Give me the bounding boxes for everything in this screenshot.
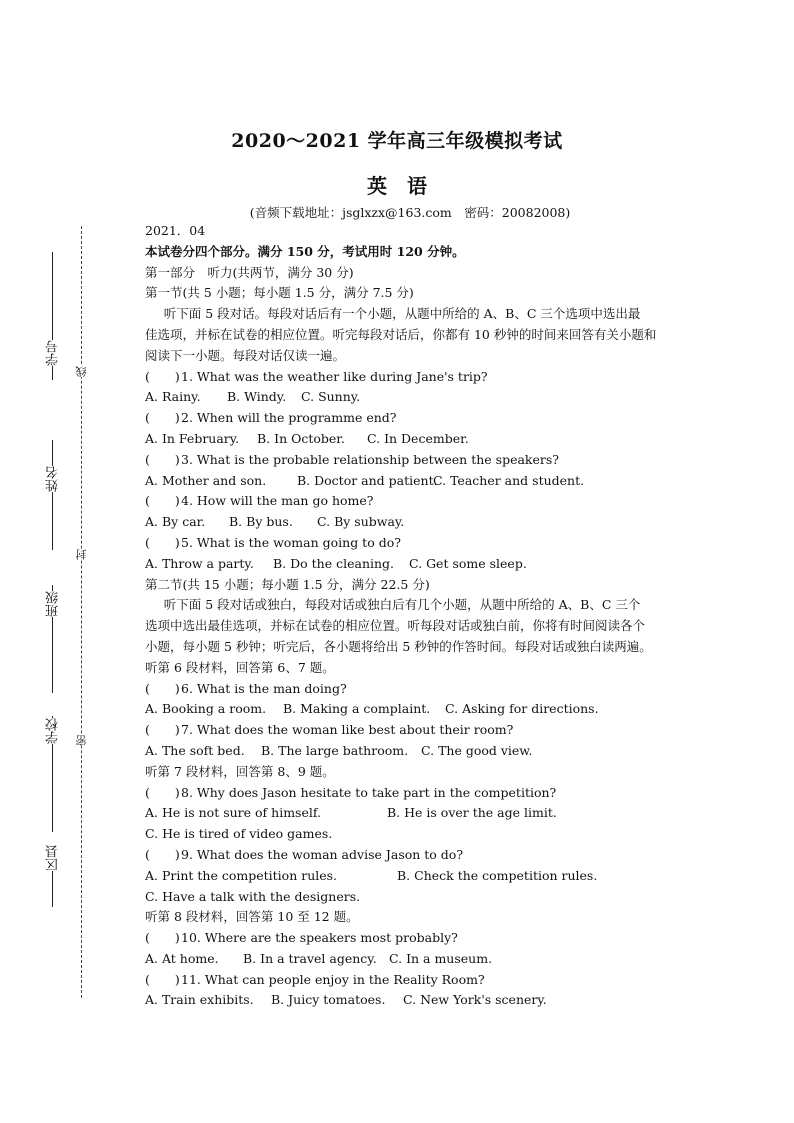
question-text: 10. Where are the speakers most probably?: [181, 930, 458, 946]
answer-blank[interactable]: ( ): [145, 493, 180, 509]
question-11: [145, 970, 685, 991]
section-one-instructions-line: 佳选项，并标在试卷的相应位置。听完每段对话后，你都有 10 秒钟的时间来回答有关小题和: [145, 326, 657, 342]
option-a[interactable]: A. Booking a room.: [145, 701, 267, 717]
option-c[interactable]: C. The good view.: [421, 742, 533, 758]
option-a[interactable]: A. Rainy.: [145, 389, 201, 405]
question-4: [145, 491, 685, 512]
cut-line: [81, 226, 82, 998]
student-id-field[interactable]: [44, 252, 62, 380]
option-c[interactable]: C. Sunny.: [301, 389, 361, 405]
question-text: 1. What was the weather like during Jane's trip?: [181, 368, 488, 384]
answer-blank[interactable]: ( ): [145, 368, 180, 384]
name-field[interactable]: [44, 440, 62, 550]
option-b[interactable]: B. Check the competition rules.: [397, 867, 598, 883]
material-6-heading: 听第 6 段材料，回答第 6、7 题。: [145, 659, 335, 675]
option-c[interactable]: C. In December.: [367, 430, 469, 446]
section-two-instructions-line: 小题，每小题 5 秒钟；听完后，各小题将给出 5 秒钟的作答时间。每段对话或独白读两遍。: [145, 638, 652, 654]
option-c[interactable]: C. He is tired of video games.: [145, 826, 333, 842]
answer-blank[interactable]: ( ): [145, 930, 180, 946]
answer-blank[interactable]: ( ): [145, 722, 180, 738]
exam-body: [145, 221, 685, 1011]
option-a[interactable]: A. He is not sure of himself.: [145, 805, 322, 821]
option-c[interactable]: C. By subway.: [317, 514, 405, 530]
question-8-options: [145, 803, 685, 824]
option-b[interactable]: B. In a travel agency.: [243, 950, 377, 966]
question-text: 7. What does the woman like best about their room?: [181, 722, 514, 738]
option-c[interactable]: C. Have a talk with the designers.: [145, 888, 361, 904]
answer-blank[interactable]: ( ): [145, 451, 180, 467]
answer-blank[interactable]: ( ): [145, 971, 180, 987]
option-a[interactable]: A. Mother and son.: [145, 472, 267, 488]
section-one-instructions-line: 阅读下一小题。每段对话仅读一遍。: [145, 347, 346, 363]
exam-date: 2021．04: [145, 223, 206, 238]
name-label: 姓名: [46, 466, 61, 492]
answer-blank[interactable]: ( ): [145, 784, 180, 800]
option-b[interactable]: B. Windy.: [227, 389, 287, 405]
material-7-heading: 听第 7 段材料，回答第 8、9 题。: [145, 763, 335, 779]
question-text: 5. What is the woman going to do?: [181, 534, 401, 550]
option-a[interactable]: A. Train exhibits.: [145, 992, 254, 1008]
option-a[interactable]: A. Print the competition rules.: [145, 867, 338, 883]
section-one-heading: 第一节(共 5 小题；每小题 1.5 分，满分 7.5 分): [145, 285, 414, 301]
class-field[interactable]: [44, 585, 62, 693]
question-3-options: [145, 471, 685, 492]
question-2-options: [145, 429, 685, 450]
option-a[interactable]: A. The soft bed.: [145, 742, 245, 758]
question-11-options: [145, 990, 685, 1011]
answer-blank[interactable]: ( ): [145, 534, 180, 550]
question-text: 3. What is the probable relationship between the speakers?: [181, 451, 559, 467]
question-10-options: [145, 949, 685, 970]
question-text: 2. When will the programme end?: [181, 410, 397, 426]
question-text: 4. How will the man go home?: [181, 493, 374, 509]
option-c[interactable]: C. Asking for directions.: [445, 701, 599, 717]
question-9-options: [145, 887, 685, 908]
option-c[interactable]: C. In a museum.: [389, 950, 493, 966]
part-one-heading: 第一部分 听力(共两节，满分 30 分): [145, 264, 354, 280]
question-3: [145, 450, 685, 471]
question-6: [145, 679, 685, 700]
cut-mark-mi: 密: [75, 735, 88, 746]
cut-mark-xian: 线: [75, 366, 88, 377]
name-blank[interactable]: [52, 440, 53, 550]
option-c[interactable]: C. Teacher and student.: [433, 472, 585, 488]
cut-mark-feng: 封: [75, 549, 88, 560]
option-b[interactable]: B. Doctor and patient.: [297, 472, 438, 488]
option-a[interactable]: A. Throw a party.: [145, 555, 254, 571]
school-label: 学校: [46, 718, 61, 744]
question-10: [145, 928, 685, 949]
question-7: [145, 720, 685, 741]
option-b[interactable]: B. In October.: [257, 430, 345, 446]
school-field[interactable]: [44, 716, 62, 832]
question-9-options: [145, 866, 685, 887]
question-2: [145, 408, 685, 429]
question-7-options: [145, 741, 685, 762]
answer-blank[interactable]: ( ): [145, 410, 180, 426]
section-one-instructions-line: 听下面 5 段对话。每段对话后有一个小题，从题中所给的 A、B、C 三个选项中选出最: [163, 306, 641, 322]
option-b[interactable]: B. He is over the age limit.: [387, 805, 557, 821]
option-c[interactable]: C. Get some sleep.: [409, 555, 527, 571]
question-text: 8. Why does Jason hesitate to take part in the competition?: [181, 784, 557, 800]
student-id-label: 学号: [46, 340, 61, 366]
option-b[interactable]: B. Making a complaint.: [283, 701, 431, 717]
option-b[interactable]: B. By bus.: [229, 514, 293, 530]
question-5: [145, 533, 685, 554]
question-8-options: [145, 824, 685, 845]
question-text: 11. What can people enjoy in the Reality Room?: [181, 971, 485, 987]
option-b[interactable]: B. Do the cleaning.: [273, 555, 395, 571]
answer-blank[interactable]: ( ): [145, 846, 180, 862]
audio-download-note: (音频下载地址：jsglxzx@163.com 密码：20082008): [249, 205, 571, 220]
question-9: [145, 845, 685, 866]
option-a[interactable]: A. In February.: [145, 430, 240, 446]
option-b[interactable]: B. The large bathroom.: [261, 742, 409, 758]
question-8: [145, 783, 685, 804]
exam-title: 2020～2021 学年高三年级模拟考试: [231, 130, 563, 152]
class-label: 班级: [46, 591, 61, 617]
district-label: 区县: [46, 845, 61, 871]
district-field[interactable]: [44, 845, 62, 907]
option-c[interactable]: C. New York's scenery.: [403, 992, 547, 1008]
question-5-options: [145, 554, 685, 575]
question-text: 6. What is the man doing?: [181, 680, 347, 696]
question-1-options: [145, 387, 685, 408]
question-text: 9. What does the woman advise Jason to do?: [181, 846, 464, 862]
section-two-heading: 第二节(共 15 小题；每小题 1.5 分，满分 22.5 分): [145, 576, 430, 592]
section-two-instructions-line: 选项中选出最佳选项，并标在试卷的相应位置。听每段对话或独白前，你将有时间阅读各个: [145, 618, 646, 634]
material-8-heading: 听第 8 段材料，回答第 10 至 12 题。: [145, 909, 359, 925]
option-a[interactable]: A. By car.: [145, 514, 206, 530]
section-two-instructions-line: 听下面 5 段对话或独白，每段对话或独白后有几个小题，从题中所给的 A、B、C 三个: [163, 597, 641, 613]
exam-intro: 本试卷分四个部分。满分 150 分，考试用时 120 分钟。: [145, 243, 465, 259]
answer-blank[interactable]: ( ): [145, 680, 180, 696]
subject-title: 英 语: [367, 174, 427, 198]
option-a[interactable]: A. At home.: [145, 950, 219, 966]
question-6-options: [145, 699, 685, 720]
option-b[interactable]: B. Juicy tomatoes.: [271, 992, 386, 1008]
question-1: [145, 367, 685, 388]
question-4-options: [145, 512, 685, 533]
